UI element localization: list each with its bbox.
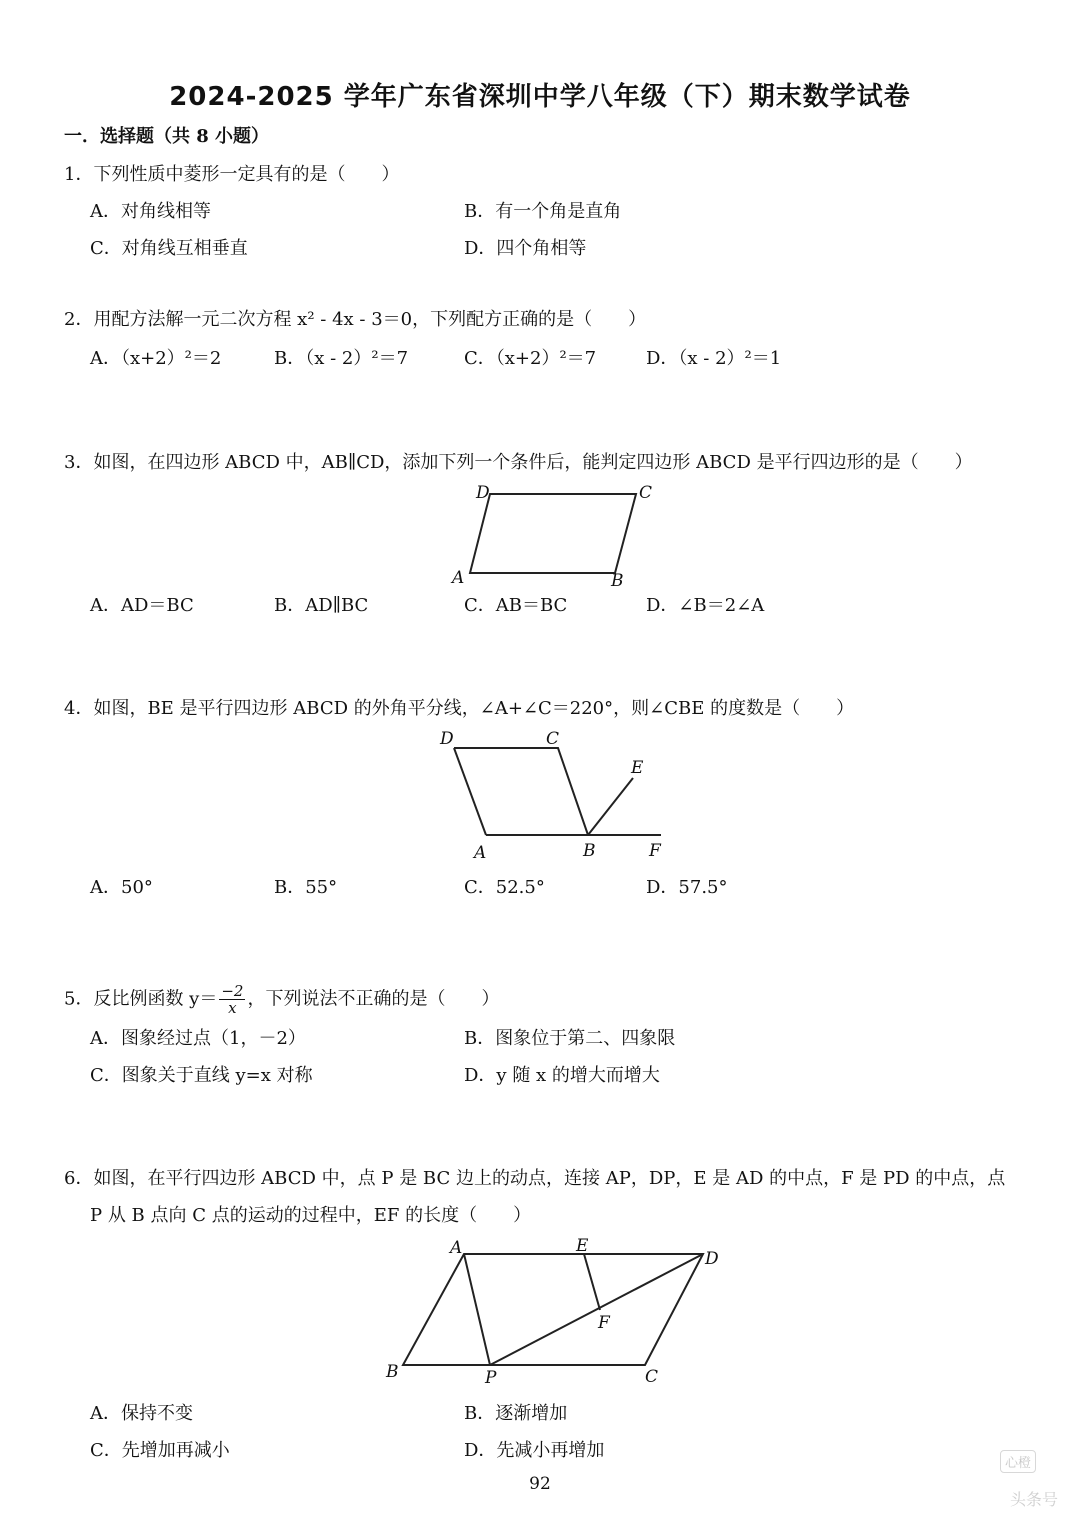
figure-3-label-b: B: [611, 571, 624, 591]
watermark-logo: 心橙: [1000, 1450, 1036, 1473]
question-2-option-b[interactable]: B．（x - 2）²＝7: [274, 348, 409, 369]
question-4-option-c[interactable]: C．52.5°: [464, 877, 545, 898]
fraction-denominator: x: [228, 999, 237, 1017]
question-4-text: 4．如图，BE 是平行四边形 ABCD 的外角平分线，∠A+∠C＝220°，则∠CBE 的度数是（ ）: [64, 698, 855, 719]
question-6-option-a[interactable]: A．保持不变: [90, 1403, 193, 1424]
watermark-text: 头条号: [1009, 1490, 1058, 1509]
question-5-option-d[interactable]: D．y 随 x 的增大而增大: [464, 1065, 660, 1086]
figure-3-label-a: A: [452, 568, 465, 588]
question-6-option-c[interactable]: C．先增加再减小: [90, 1440, 230, 1461]
question-6-text-line2: P 从 B 点向 C 点的运动的过程中，EF 的长度（ ）: [90, 1205, 532, 1226]
question-1-option-d[interactable]: D．四个角相等: [464, 238, 587, 259]
question-5-text-before: 5．反比例函数 y＝: [64, 988, 218, 1010]
figure-4-label-d: D: [440, 729, 454, 749]
section-heading: 一．选择题（共 8 小题）: [64, 126, 270, 147]
segment-ap: [464, 1254, 490, 1365]
figure-6-label-a: A: [450, 1238, 463, 1258]
segment-ef: [584, 1254, 600, 1310]
question-6-text: 6．如图，在平行四边形 ABCD 中，点 P 是 BC 边上的动点，连接 AP，DP，E 是 AD 的中点，F 是 PD 的中点，点: [64, 1168, 1006, 1189]
fraction-numerator: −2: [221, 982, 244, 1000]
figure-3-label-c: C: [639, 483, 653, 503]
figure-6-label-e: E: [576, 1236, 589, 1256]
page-number: 92: [529, 1474, 551, 1494]
question-5-option-b[interactable]: B．图象位于第二、四象限: [464, 1028, 676, 1049]
figure-6-label-f: F: [598, 1313, 610, 1333]
question-3-option-a[interactable]: A．AD＝BC: [90, 595, 194, 616]
question-1-option-b[interactable]: B．有一个角是直角: [464, 201, 622, 222]
figure-6-label-c: C: [645, 1367, 659, 1387]
question-3-option-b[interactable]: B．AD∥BC: [274, 595, 369, 616]
figure-3-label-d: D: [476, 483, 490, 503]
question-3-text: 3．如图，在四边形 ABCD 中，AB∥CD，添加下列一个条件后，能判定四边形 ABCD 是平行四边形的是（ ）: [64, 452, 973, 473]
question-2-option-c[interactable]: C．（x+2）²＝7: [464, 348, 597, 369]
question-4-option-d[interactable]: D．57.5°: [646, 877, 728, 898]
question-2-text: 2．用配方法解一元二次方程 x² - 4x - 3＝0，下列配方正确的是（ ）: [64, 309, 647, 330]
figure-4-label-b: B: [583, 841, 596, 861]
question-6-option-d[interactable]: D．先减小再增加: [464, 1440, 605, 1461]
question-1-option-c[interactable]: C．对角线互相垂直: [90, 238, 248, 259]
question-5-text-after: ，下列说法不正确的是（ ）: [247, 988, 500, 1010]
question-2-option-d[interactable]: D．（x - 2）²＝1: [646, 348, 782, 369]
question-5-option-a[interactable]: A．图象经过点（1，－2）: [90, 1028, 306, 1049]
question-1-option-a[interactable]: A．对角线相等: [90, 201, 211, 222]
question-4-option-b[interactable]: B．55°: [274, 877, 338, 898]
figure-4-label-a: A: [474, 843, 487, 863]
figure-4-label-f: F: [649, 841, 661, 861]
figure-6-label-b: B: [386, 1362, 399, 1382]
question-4-option-a[interactable]: A．50°: [90, 877, 153, 898]
question-3-option-c[interactable]: C．AB＝BC: [464, 595, 568, 616]
segment-pd: [490, 1254, 703, 1365]
figure-6-label-d: D: [705, 1249, 719, 1269]
question-1-text: 1．下列性质中菱形一定具有的是（ ）: [64, 164, 400, 185]
figure-6-label-p: P: [485, 1368, 497, 1388]
page-title: 2024-2025 学年广东省深圳中学八年级（下）期末数学试卷: [169, 82, 911, 112]
question-2-option-a[interactable]: A．（x+2）²＝2: [90, 348, 222, 369]
figure-4-label-c: C: [546, 729, 560, 749]
question-6-option-b[interactable]: B．逐渐增加: [464, 1403, 568, 1424]
figure-4-label-e: E: [631, 758, 644, 778]
question-5-option-c[interactable]: C．图象关于直线 y=x 对称: [90, 1065, 313, 1086]
question-3-option-d[interactable]: D．∠B＝2∠A: [646, 595, 765, 616]
parallelogram-abcd: [403, 1254, 703, 1365]
